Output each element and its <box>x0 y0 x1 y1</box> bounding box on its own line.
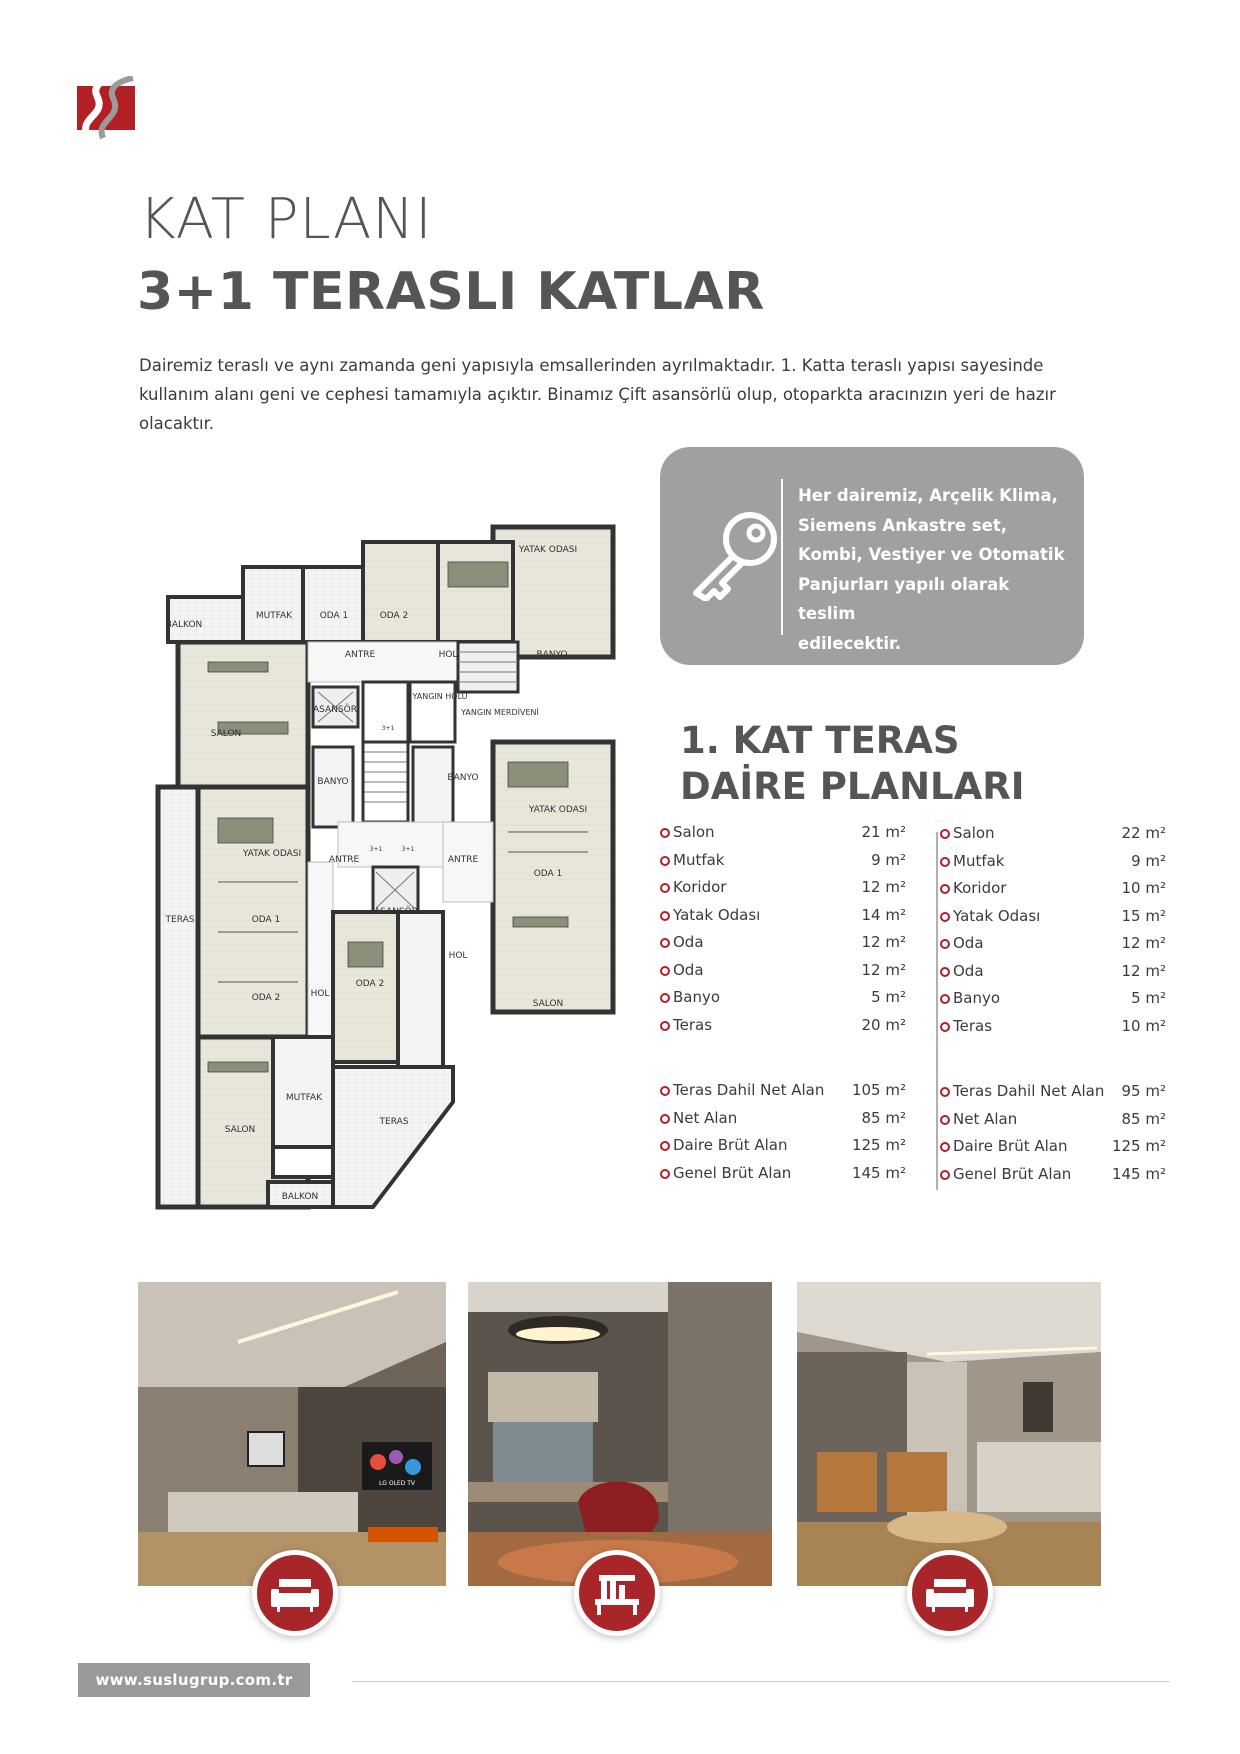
label-hol-right: HOL <box>448 951 468 961</box>
area-value: 125 m² <box>851 1136 906 1154</box>
room-name: Oda <box>953 961 984 980</box>
bullet-icon <box>660 1169 670 1179</box>
area-value: 12 m² <box>861 933 906 951</box>
room-name: Koridor <box>953 879 1007 897</box>
room-row <box>940 933 1166 961</box>
area-table-left <box>660 822 906 1190</box>
room-row <box>660 822 906 850</box>
info-line: Siemens Ankastre set, <box>798 515 1007 535</box>
area-value: 15 m² <box>1121 906 1166 925</box>
brand-logo <box>77 76 135 142</box>
total-row <box>660 1135 906 1163</box>
label-banyo-mid-right: BANYO <box>447 773 479 783</box>
living-room-icon <box>252 1550 338 1636</box>
bullet-icon <box>660 1086 670 1096</box>
area-value: 5 m² <box>871 988 906 1006</box>
section-title-line2: DAİRE PLANLARI <box>680 765 1025 808</box>
area-value: 9 m² <box>1131 851 1166 870</box>
label-yatak-top: YATAK ODASI <box>518 545 578 555</box>
room-name: Net Alan <box>673 1108 738 1127</box>
label-asansor-mid: ASANSÖR <box>374 907 418 917</box>
label-oda2-mid: ODA 2 <box>355 979 385 989</box>
total-row <box>940 1109 1166 1137</box>
total-row <box>940 1164 1166 1192</box>
bullet-icon <box>660 1141 670 1151</box>
area-value: 21 m² <box>861 823 906 841</box>
table-divider <box>936 832 938 1190</box>
room-name: Banyo <box>953 989 1001 1007</box>
bullet-icon <box>660 1114 670 1124</box>
total-row <box>660 1108 906 1136</box>
bullet-icon <box>940 1170 950 1180</box>
area-value: 10 m² <box>1121 1016 1166 1035</box>
area-value: 105 m² <box>851 1081 906 1099</box>
section-title-line1: 1. KAT TERAS <box>680 719 960 762</box>
room-name: Yatak Odası <box>953 906 1041 925</box>
intro-line: Dairemiz teraslı ve aynı zamanda geni yapısıyla emsallerinden ayrılmaktadır. 1. Katta teraslı yapısı sayesinde <box>139 356 1044 375</box>
info-line: edilecektir. <box>798 633 902 653</box>
room-row <box>940 988 1166 1016</box>
label-stair-c: 3+1 <box>401 846 415 853</box>
info-line: Her dairemiz, Arçelik Klima, <box>798 486 1058 505</box>
label-asansor-top: ASANSÖR <box>313 705 357 715</box>
label-teras-bottom: TERAS <box>379 1117 409 1127</box>
total-row <box>940 1081 1166 1109</box>
label-teras-left: TERAS <box>165 915 195 925</box>
intro-paragraph <box>139 351 1089 438</box>
intro-line: kullanım alanı geni ve cephesi tamamıyla açıktır. Binamız Çift asansörlü olup, otoparkta aracınızın yeri de hazır <box>139 385 1056 404</box>
area-value: 85 m² <box>861 1108 906 1127</box>
room-row <box>940 961 1166 989</box>
area-value: 85 m² <box>1121 1109 1166 1128</box>
room-row <box>660 960 906 988</box>
room-name: Yatak Odası <box>673 905 761 924</box>
area-value: 12 m² <box>1121 961 1166 980</box>
lounge-photo <box>797 1282 1101 1586</box>
bullet-icon <box>940 829 950 839</box>
room-row <box>660 850 906 878</box>
tv-text: LG OLED TV <box>378 1480 416 1487</box>
area-value: 145 m² <box>1111 1164 1166 1183</box>
study-room-photo <box>468 1282 772 1586</box>
room-name: Salon <box>673 823 715 841</box>
bullet-icon <box>660 911 670 921</box>
area-value: 9 m² <box>871 850 906 869</box>
website-link[interactable]: www.suslugrup.com.tr <box>78 1663 310 1697</box>
total-row <box>660 1080 906 1108</box>
lounge-icon <box>907 1550 993 1636</box>
label-banyo-mid-left: BANYO <box>317 777 349 787</box>
label-yangin-merdiveni: YANGIN MERDİVENİ <box>461 708 539 717</box>
area-value: 12 m² <box>1121 934 1166 952</box>
floor-plan <box>148 522 618 1212</box>
bullet-icon <box>940 1142 950 1152</box>
room-name: Teras Dahil Net Alan <box>953 1082 1105 1100</box>
room-row <box>660 905 906 933</box>
room-name: Oda <box>673 933 704 951</box>
bullet-icon <box>660 993 670 1003</box>
room-name: Koridor <box>673 878 727 896</box>
key-icon <box>690 509 782 601</box>
label-hol-top: HOL <box>438 650 458 660</box>
intro-line: olacaktır. <box>139 414 215 433</box>
area-table-right <box>940 823 1166 1191</box>
bullet-icon <box>940 967 950 977</box>
bullet-icon <box>940 1022 950 1032</box>
bullet-icon <box>660 938 670 948</box>
features-info-box <box>660 447 1084 665</box>
room-name: Mutfak <box>953 851 1005 870</box>
label-balkon-bottom: BALKON <box>281 1192 319 1202</box>
label-salon-right: SALON <box>532 999 564 1009</box>
room-name: Genel Brüt Alan <box>673 1163 792 1182</box>
label-oda1-right: ODA 1 <box>533 869 563 879</box>
room-name: Teras <box>953 1016 993 1035</box>
page-title-bold: 3+1 TERASLI KATLAR <box>137 262 765 322</box>
bullet-icon <box>940 857 950 867</box>
room-row <box>660 987 906 1015</box>
area-value: 125 m² <box>1111 1137 1166 1155</box>
label-mutfak-top: MUTFAK <box>255 611 293 621</box>
room-name: Salon <box>953 824 995 842</box>
label-mutfak-bottom: MUTFAK <box>285 1093 323 1103</box>
area-value: 95 m² <box>1121 1082 1166 1100</box>
area-value: 14 m² <box>861 905 906 924</box>
bullet-icon <box>940 1087 950 1097</box>
room-row <box>940 906 1166 934</box>
room-row <box>660 1015 906 1043</box>
room-name: Daire Brüt Alan <box>673 1136 788 1154</box>
bullet-icon <box>940 939 950 949</box>
study-room-icon <box>574 1550 660 1636</box>
label-antre-left: ANTRE <box>328 855 360 865</box>
bullet-icon <box>660 828 670 838</box>
label-salon-bottom: SALON <box>224 1125 256 1135</box>
bullet-icon <box>940 884 950 894</box>
label-oda1-top: ODA 1 <box>319 611 349 621</box>
room-name: Genel Brüt Alan <box>953 1164 1072 1183</box>
label-oda2-top: ODA 2 <box>379 611 409 621</box>
room-row <box>940 878 1166 906</box>
footer-divider <box>352 1681 1170 1682</box>
label-oda1-left: ODA 1 <box>251 915 281 925</box>
bullet-icon <box>940 994 950 1004</box>
info-line: Kombi, Vestiyer ve Otomatik <box>798 545 1065 564</box>
room-name: Oda <box>953 934 984 952</box>
label-oda2-left: ODA 2 <box>251 993 281 1003</box>
info-text <box>798 481 1068 658</box>
label-banyo-top: BANYO <box>536 650 568 660</box>
area-value: 20 m² <box>861 1015 906 1034</box>
room-name: Mutfak <box>673 850 725 869</box>
area-value: 22 m² <box>1121 824 1166 842</box>
label-yatak-left: YATAK ODASI <box>242 849 302 859</box>
room-row <box>660 932 906 960</box>
area-value: 12 m² <box>861 878 906 896</box>
label-hol-left: HOL <box>310 989 330 999</box>
label-yatak-right: YATAK ODASI <box>528 805 588 815</box>
room-row <box>940 851 1166 879</box>
page-title-light: KAT PLANI <box>139 187 433 252</box>
bullet-icon <box>660 1021 670 1031</box>
room-name: Daire Brüt Alan <box>953 1137 1068 1155</box>
label-stair-a: 3+1 <box>381 725 395 732</box>
info-line: Panjurları yapılı olarak teslim <box>798 574 1010 623</box>
label-salon-top: SALON <box>210 729 242 739</box>
room-name: Banyo <box>673 988 721 1006</box>
area-value: 5 m² <box>1131 989 1166 1007</box>
bullet-icon <box>660 966 670 976</box>
bullet-icon <box>660 856 670 866</box>
total-row <box>660 1163 906 1191</box>
room-row <box>940 823 1166 851</box>
label-balkon-top: BALKON <box>165 620 203 630</box>
total-row <box>940 1136 1166 1164</box>
area-value: 10 m² <box>1121 879 1166 897</box>
room-name: Teras <box>673 1015 713 1034</box>
room-row <box>660 877 906 905</box>
info-divider <box>781 479 783 635</box>
room-name: Oda <box>673 960 704 979</box>
label-antre-right: ANTRE <box>447 855 479 865</box>
bullet-icon <box>940 1115 950 1125</box>
bullet-icon <box>660 883 670 893</box>
label-antre-top: ANTRE <box>344 650 376 660</box>
room-row <box>940 1016 1166 1044</box>
room-name: Net Alan <box>953 1109 1018 1128</box>
living-room-photo <box>138 1282 446 1586</box>
label-yangin-holu: YANGIN HOLÜ <box>412 692 468 701</box>
area-value: 145 m² <box>851 1163 906 1182</box>
area-value: 12 m² <box>861 960 906 979</box>
bullet-icon <box>940 912 950 922</box>
label-stair-b: 3+1 <box>369 846 383 853</box>
room-name: Teras Dahil Net Alan <box>673 1081 825 1099</box>
